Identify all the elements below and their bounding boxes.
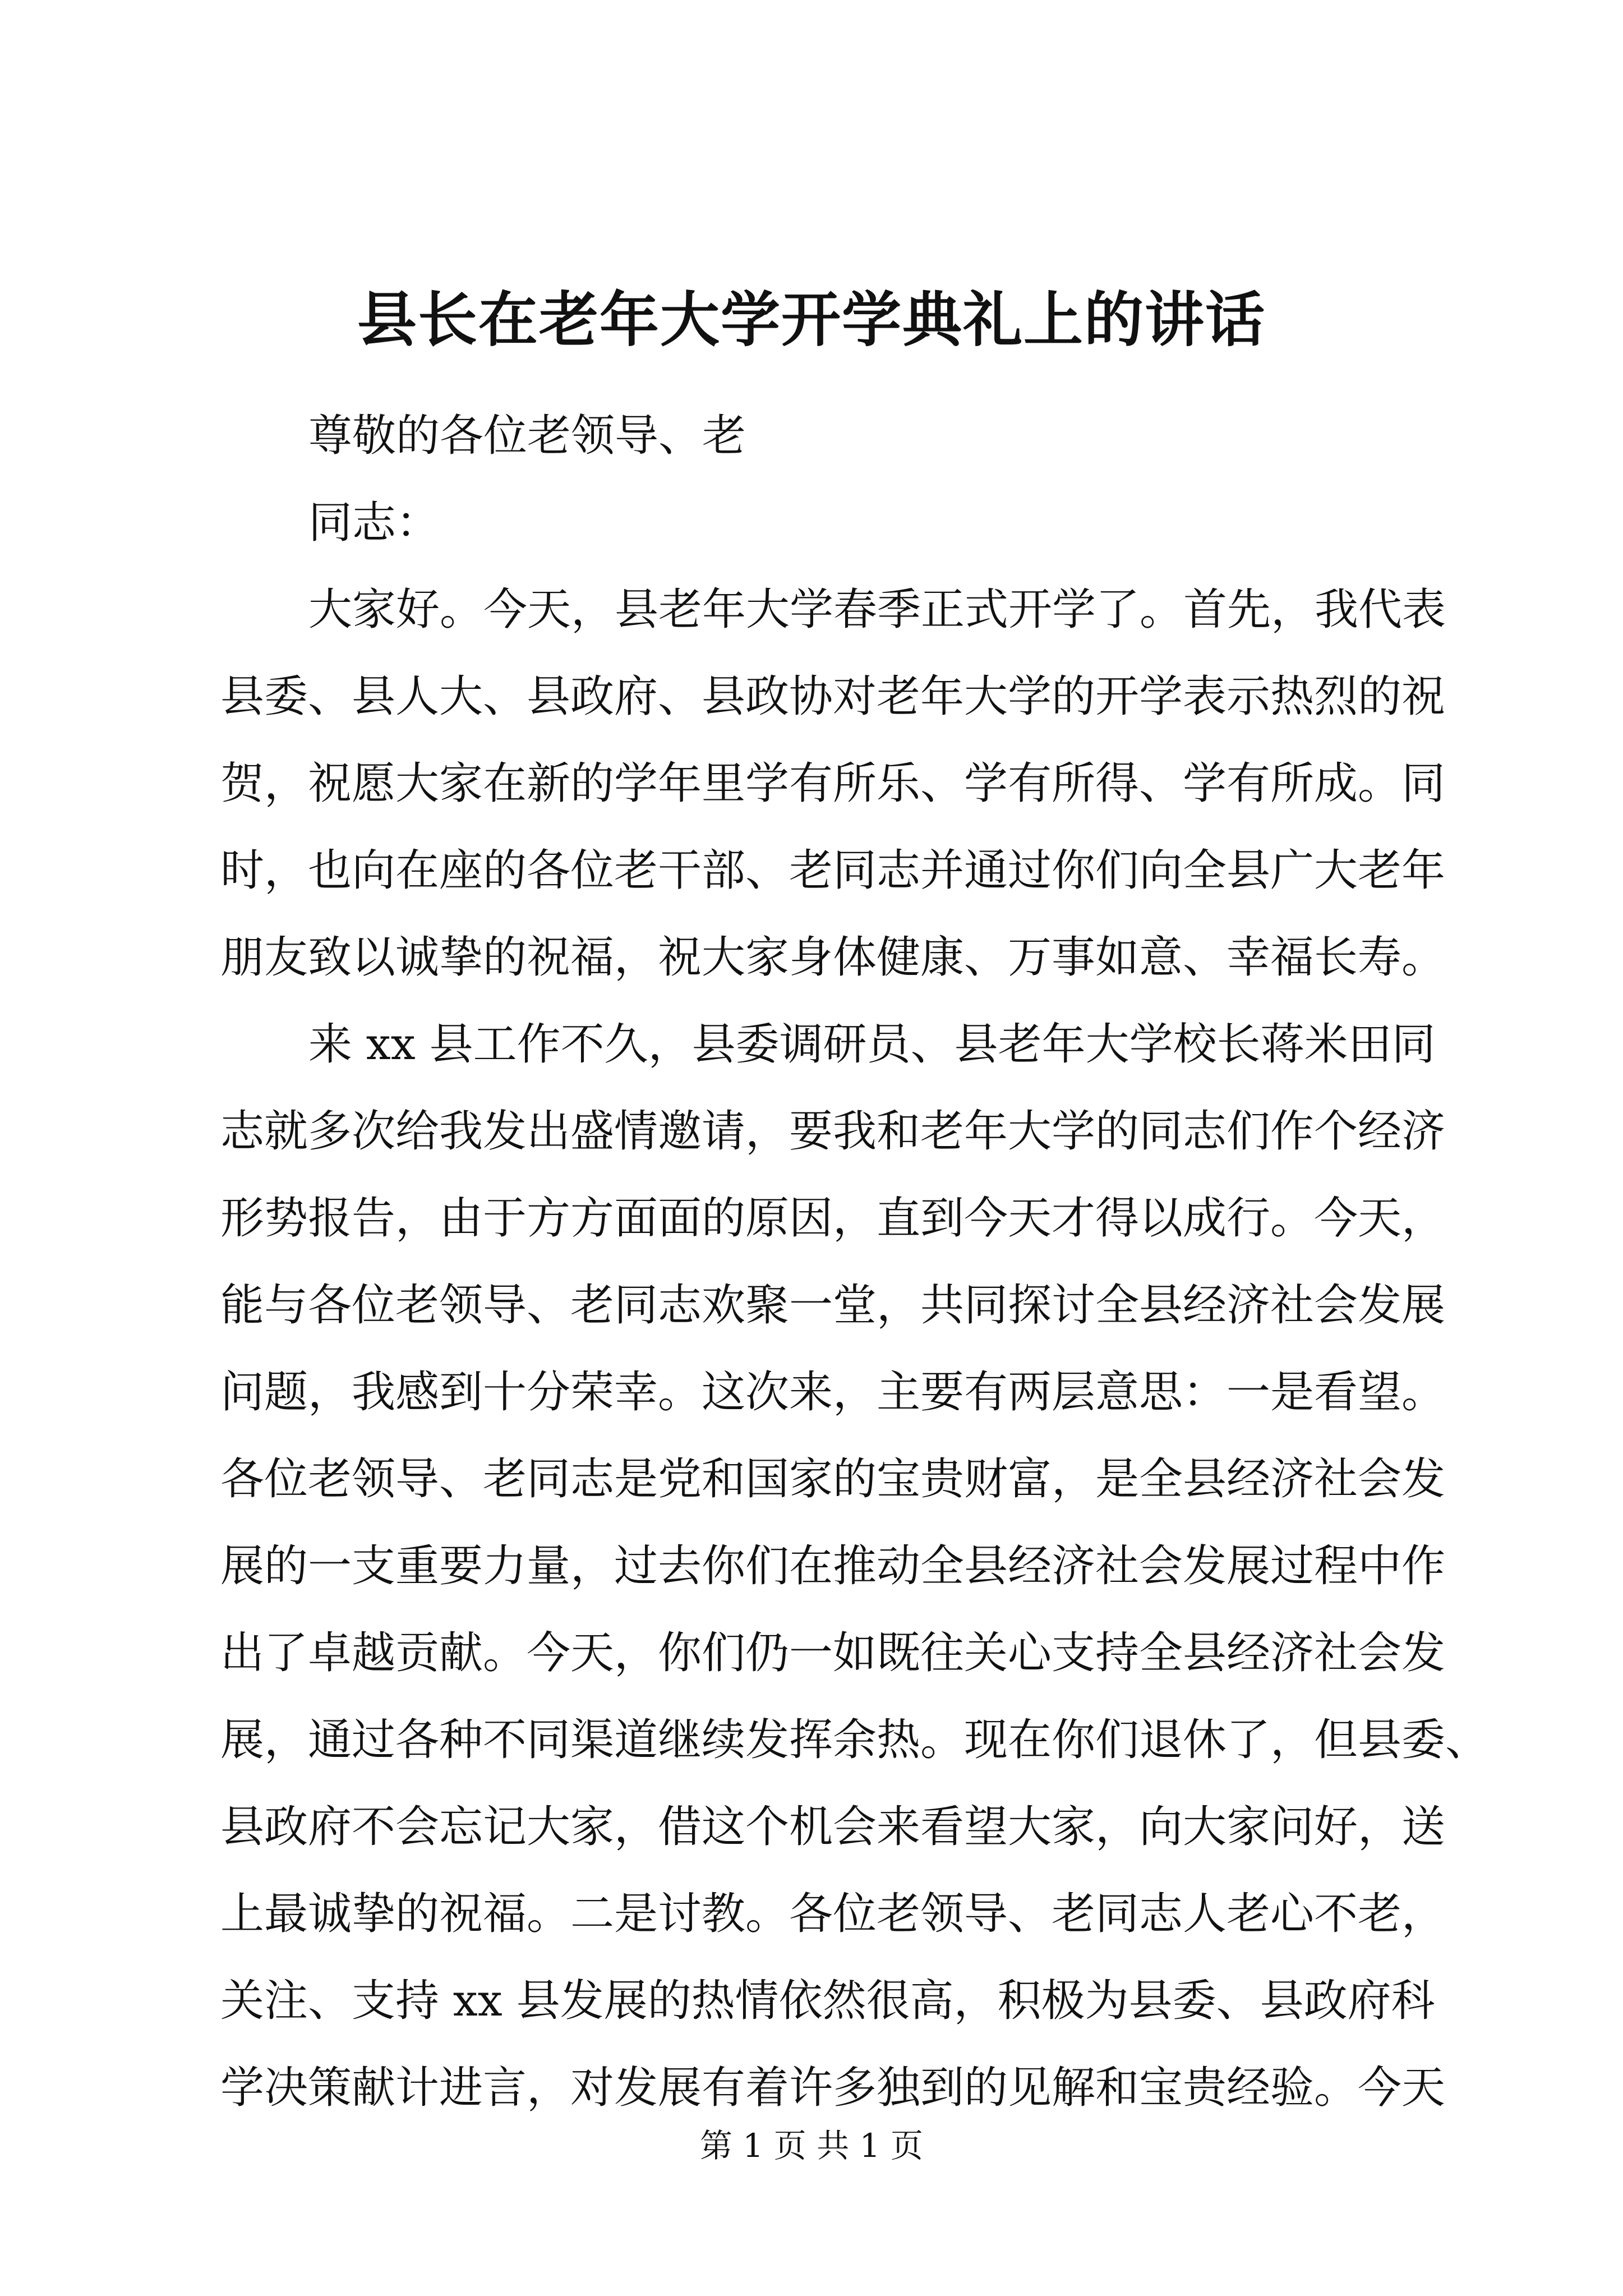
body-line: 学决策献计进言，对发展有着许多独到的见解和宝贵经验。今天 — [220, 2063, 1446, 2113]
document-body — [220, 393, 1490, 2132]
body-line: 展的一支重要力量，过去你们在推动全县经济社会发展过程中作 — [220, 1541, 1446, 1591]
body-line: 时，也向在座的各位老干部、老同志并通过你们向全县广大老年 — [220, 845, 1446, 896]
body-line: 关注、支持 xx 县发展的热情依然很高，积极为县委、县政府科 — [220, 1976, 1435, 2026]
body-line: 问题，我感到十分荣幸。这次来，主要有两层意思：一是看望。 — [220, 1367, 1446, 1418]
body-line: 同志： — [308, 498, 440, 548]
body-line: 贺，祝愿大家在新的学年里学有所乐、学有所得、学有所成。同 — [220, 758, 1446, 809]
document-title: 县长在老年大学开学典礼上的讲话 — [357, 284, 1266, 355]
body-line: 形势报告，由于方方面面的原因，直到今天才得以成行。今天， — [220, 1193, 1446, 1244]
body-line: 出了卓越贡献。今天，你们仍一如既往关心支持全县经济社会发 — [220, 1628, 1446, 1678]
body-line: 县政府不会忘记大家，借这个机会来看望大家，向大家问好，送 — [220, 1802, 1446, 1852]
body-line: 上最诚挚的祝福。二是讨教。各位老领导、老同志人老心不老， — [220, 1889, 1446, 1939]
body-line: 大家好。今天，县老年大学春季正式开学了。首先，我代表 — [308, 585, 1446, 635]
body-line: 来 xx 县工作不久，县委调研员、县老年大学校长蒋米田同 — [308, 1019, 1436, 1070]
body-line: 能与各位老领导、老同志欢聚一堂，共同探讨全县经济社会发展 — [220, 1280, 1446, 1331]
page-footer: 第 1 页 共 1 页 — [700, 2127, 923, 2165]
body-line: 朋友致以诚挚的祝福，祝大家身体健康、万事如意、幸福长寿。 — [220, 932, 1446, 983]
body-line: 志就多次给我发出盛情邀请，要我和老年大学的同志们作个经济 — [220, 1106, 1446, 1157]
body-line: 县委、县人大、县政府、县政协对老年大学的开学表示热烈的祝 — [220, 671, 1446, 722]
body-line: 展，通过各种不同渠道继续发挥余热。现在你们退休了，但县委、 — [220, 1715, 1490, 1765]
body-line: 各位老领导、老同志是党和国家的宝贵财富，是全县经济社会发 — [220, 1454, 1446, 1504]
body-line: 尊敬的各位老领导、老 — [308, 411, 746, 461]
